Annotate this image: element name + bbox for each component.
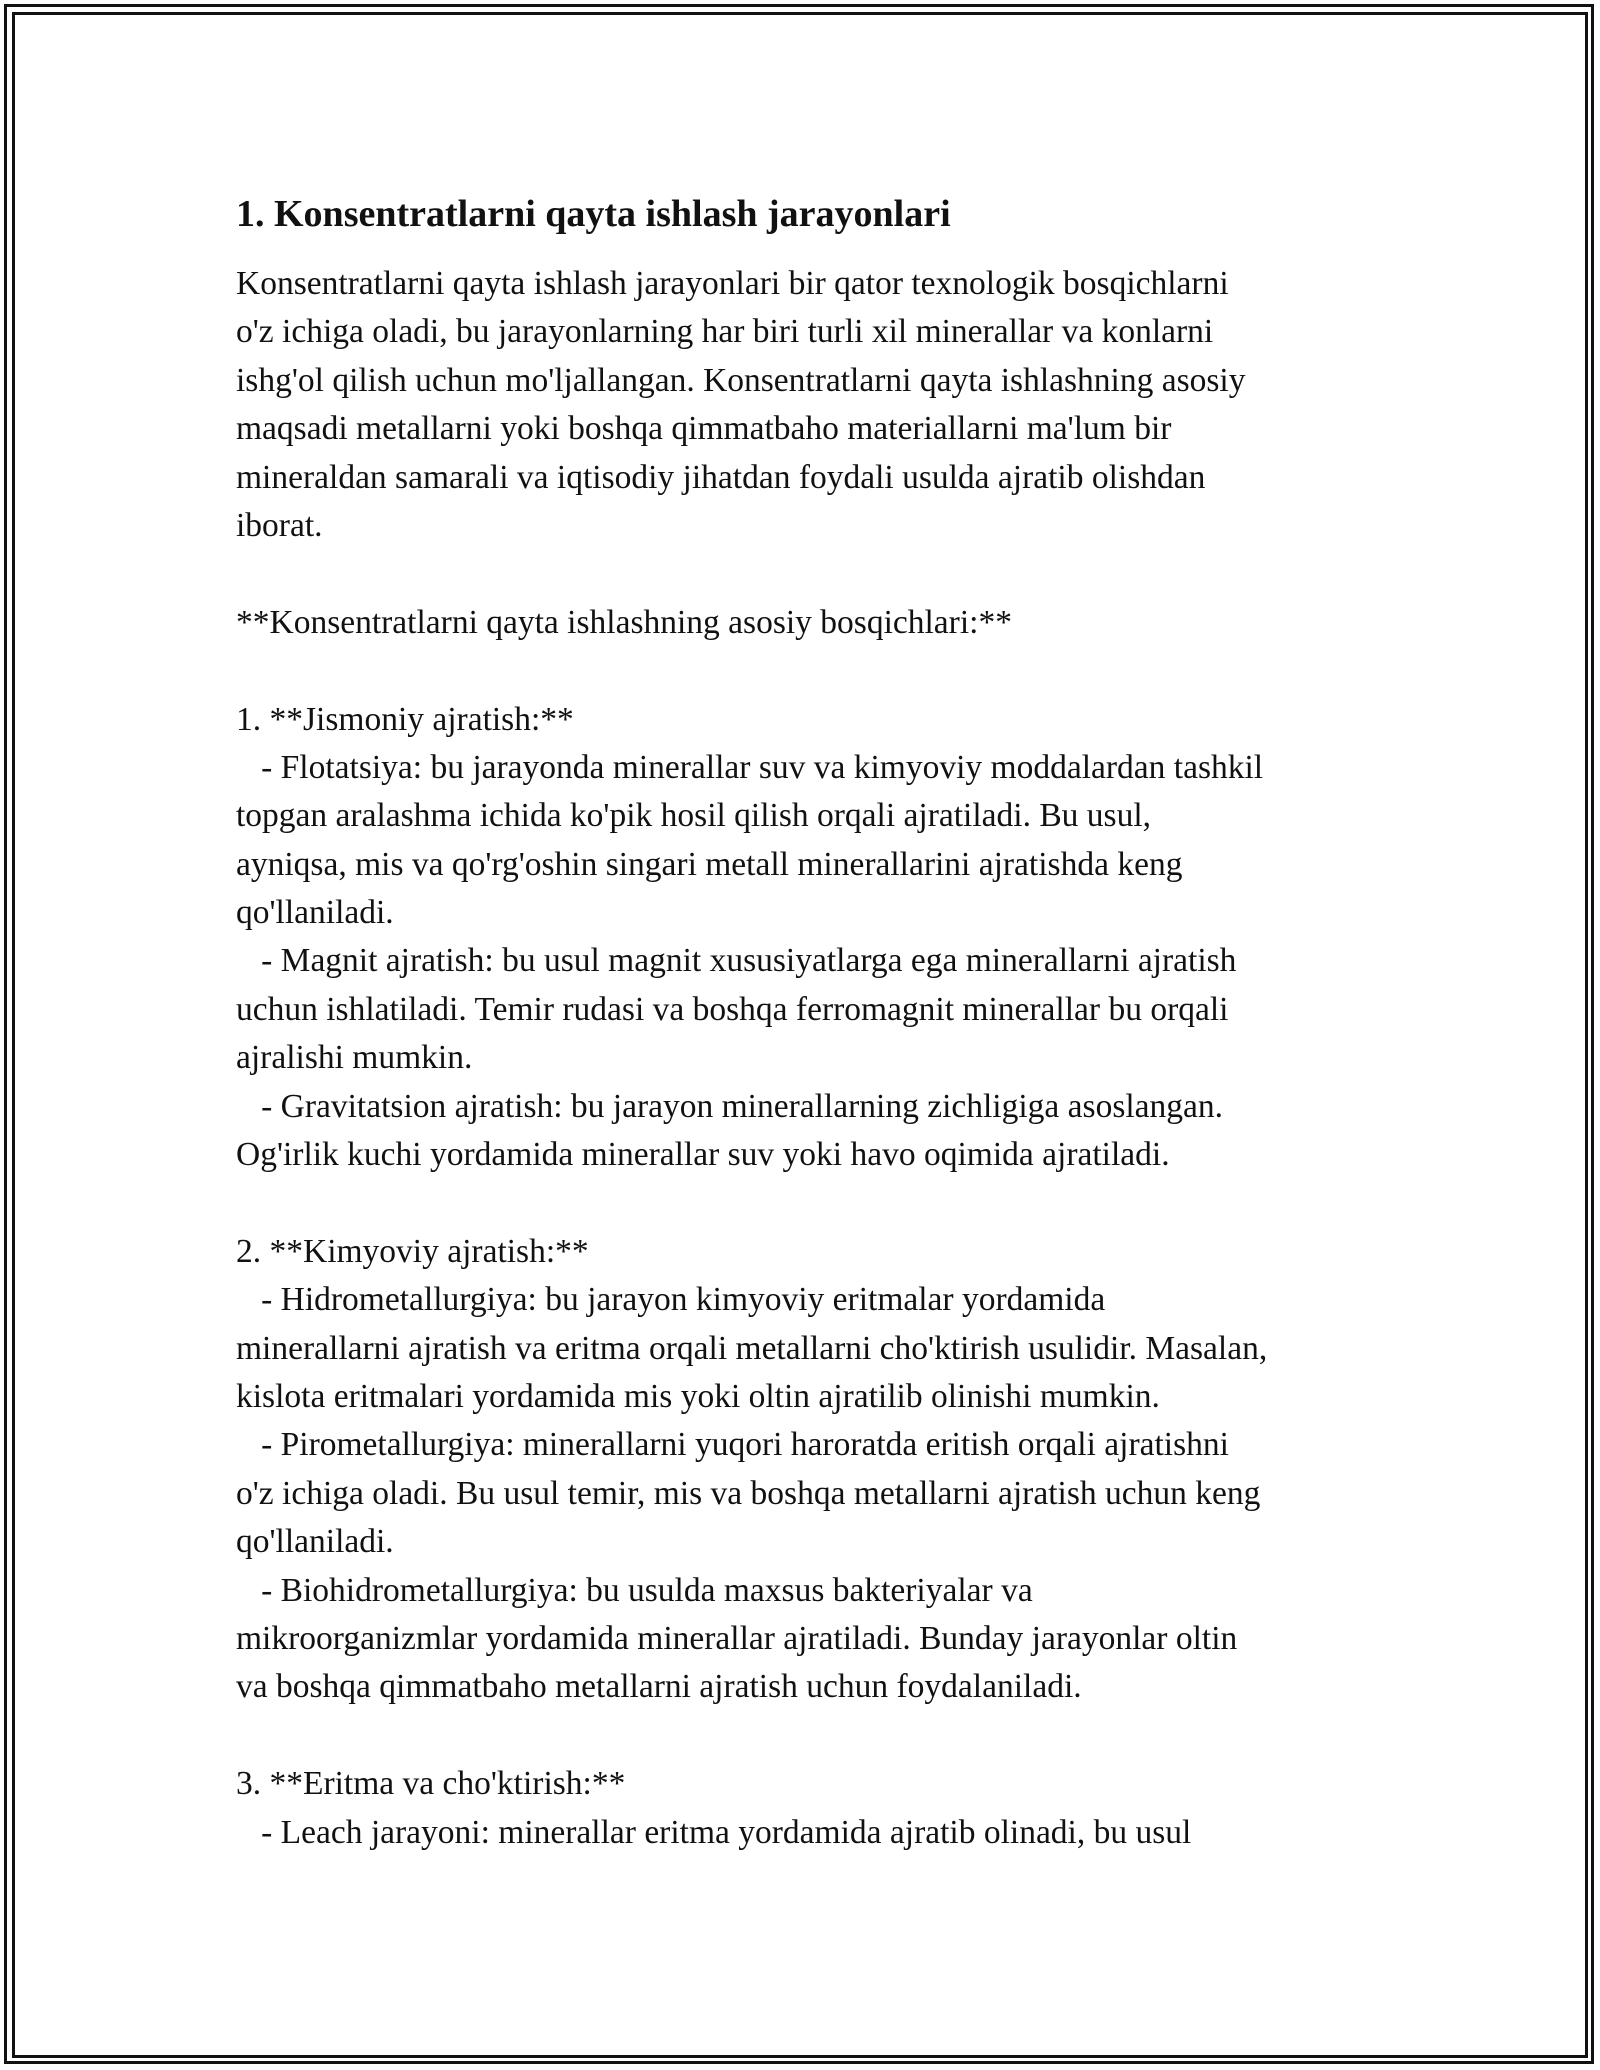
text-line: ajralishi mumkin.	[236, 1039, 473, 1077]
blank-line	[236, 1712, 1376, 1760]
text-line: ayniqsa, mis va qo'rg'oshin singari metall minerallarini ajratishda keng	[236, 845, 1183, 883]
text-line: - Magnit ajratish: bu usul magnit xususiyatlarga ega minerallarni ajratish	[236, 942, 1237, 980]
text-line: uchun ishlatiladi. Temir rudasi va boshqa ferromagnit minerallar bu orqali	[236, 990, 1229, 1028]
text-line: topgan aralashma ichida ko'pik hosil qilish orqali ajratiladi. Bu usul,	[236, 797, 1152, 835]
text-line: maqsadi metallarni yoki boshqa qimmatbaho materiallarni ma'lum bir	[236, 410, 1172, 448]
blank-line	[236, 647, 1376, 695]
text-line: o'z ichiga oladi, bu jarayonlarning har biri turli xil minerallar va konlarni	[236, 313, 1214, 351]
blank-line	[236, 1179, 1376, 1227]
text-line: - Leach jarayoni: minerallar eritma yordamida ajratib olinadi, bu usul	[236, 1813, 1192, 1851]
text-line: - Pirometallurgiya: minerallarni yuqori haroratda eritish orqali ajratishni	[236, 1426, 1229, 1464]
document-title: 1. Konsentratlarni qayta ishlash jarayonlari	[236, 193, 951, 235]
blank-line	[236, 550, 1376, 598]
text-line: 3. **Eritma va cho'ktirish:**	[236, 1765, 626, 1803]
text-line: 1. **Jismoniy ajratish:**	[236, 700, 574, 738]
text-line: kislota eritmalari yordamida mis yoki oltin ajratilib olinishi mumkin.	[236, 1377, 1160, 1415]
text-line: iborat.	[236, 506, 323, 544]
text-line: minerallarni ajratish va eritma orqali metallarni cho'ktirish usulidir. Masalan,	[236, 1329, 1268, 1367]
text-line: - Gravitatsion ajratish: bu jarayon minerallarning zichligiga asoslangan.	[236, 1087, 1224, 1125]
text-line: qo'llaniladi.	[236, 894, 394, 932]
text-line: - Flotatsiya: bu jarayonda minerallar suv va kimyoviy moddalardan tashkil	[236, 748, 1264, 786]
text-line: mineraldan samarali va iqtisodiy jihatdan foydali usulda ajratib olishdan	[236, 458, 1206, 496]
document-text	[236, 260, 1376, 1857]
text-line: **Konsentratlarni qayta ishlashning asosiy bosqichlari:**	[236, 603, 1012, 641]
text-line: ishg'ol qilish uchun mo'ljallangan. Konsentratlarni qayta ishlashning asosiy	[236, 361, 1246, 399]
text-line: - Biohidrometallurgiya: bu usulda maxsus bakteriyalar va	[236, 1571, 1033, 1609]
text-line: Og'irlik kuchi yordamida minerallar suv yoki havo oqimida ajratiladi.	[236, 1136, 1170, 1174]
text-line: o'z ichiga oladi. Bu usul temir, mis va boshqa metallarni ajratish uchun keng	[236, 1474, 1261, 1512]
text-line: qo'llaniladi.	[236, 1523, 394, 1561]
document-body	[236, 188, 1376, 1857]
text-line: Konsentratlarni qayta ishlash jarayonlari bir qator texnologik bosqichlarni	[236, 265, 1229, 302]
text-line: - Hidrometallurgiya: bu jarayon kimyoviy eritmalar yordamida	[236, 1281, 1106, 1319]
text-line: va boshqa qimmatbaho metallarni ajratish uchun foydalaniladi.	[236, 1668, 1082, 1706]
text-line: 2. **Kimyoviy ajratish:**	[236, 1232, 589, 1270]
text-line: mikroorganizmlar yordamida minerallar ajratiladi. Bunday jarayonlar oltin	[236, 1619, 1238, 1657]
